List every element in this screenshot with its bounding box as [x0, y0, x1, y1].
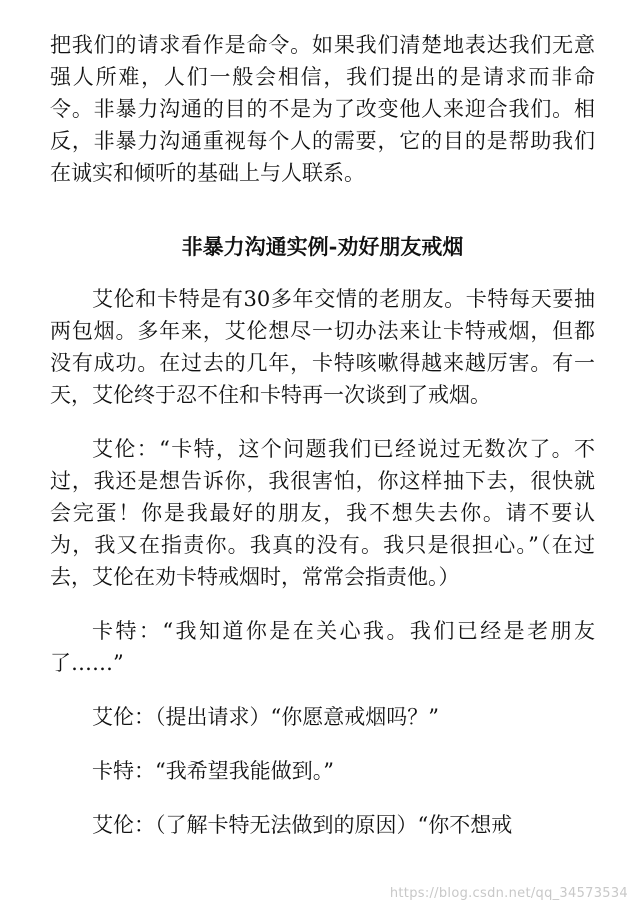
dialogue-paragraph-allen-3: 艾伦：（了解卡特无法做到的原因）“你不想戒	[92, 813, 513, 837]
intro-paragraph: 把我们的请求看作是命令。如果我们清楚地表达我们无意强人所难，人们一般会相信，我们提出的是请求而非命令。非暴力沟通的目的不是为了改变他人来迎合我们。相反，非暴力沟通重视每个人的需要，它的目的是帮助我们在诚实和倾听的基础上与人联系。	[50, 33, 595, 185]
dialogue-paragraph-carter-1: 卡特：“我知道你是在关心我。我们已经是老朋友了……”	[50, 619, 595, 675]
story-paragraph-1: 艾伦和卡特是有30多年交情的老朋友。卡特每天要抽两包烟。多年来，艾伦想尽一切办法来让卡特戒烟，但都没有成功。在过去的几年，卡特咳嗽得越来越厉害。有一天，艾伦终于忍不住和卡特再一次谈到了戒烟。	[50, 287, 595, 407]
watermark-text: https://blog.csdn.net/qq_34573534	[389, 886, 628, 901]
dialogue-paragraph-carter-2: 卡特：“我希望我能做到。”	[92, 759, 334, 783]
dialogue-paragraph-allen-1: 艾伦：“卡特，这个问题我们已经说过无数次了。不过，我还是想告诉你，我很害怕，你这样抽下去，很快就会完蛋！你是我最好的朋友，我不想失去你。请不要认为，我又在指责你。我真的没有。我只是很担心。”（在过去，艾伦在劝卡特戒烟时，常常会指责他。）	[50, 437, 595, 589]
document-page	[50, 29, 595, 841]
dialogue-paragraph-allen-2: 艾伦：（提出请求）“你愿意戒烟吗？”	[92, 705, 439, 729]
section-heading: 非暴力沟通实例-劝好朋友戒烟	[181, 234, 464, 259]
